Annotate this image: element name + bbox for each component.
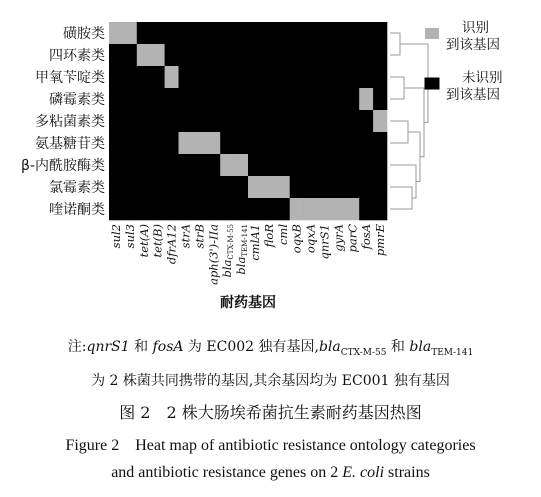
heatmap-cell xyxy=(290,22,304,44)
legend-swatch xyxy=(425,28,439,39)
column-label: tet(A) xyxy=(136,224,151,258)
note-gene-qnrs1: qnrS1 xyxy=(86,339,130,355)
heatmap-cell xyxy=(304,154,318,176)
heatmap-cell xyxy=(290,154,304,176)
heatmap-cell xyxy=(109,132,123,154)
heatmap-cell xyxy=(290,88,304,110)
heatmap-cell xyxy=(262,132,276,154)
heatmap-cell xyxy=(206,66,220,88)
legend-swatch xyxy=(425,78,439,89)
dendrogram-branch xyxy=(390,121,408,143)
dendrogram-branch xyxy=(404,88,424,157)
heatmap-cell xyxy=(262,66,276,88)
heatmap-cell xyxy=(179,88,193,110)
note-gene-bla2: bla xyxy=(409,339,432,355)
heatmap-cell xyxy=(234,22,248,44)
note-gene-bla2-sub: TEM-141 xyxy=(431,347,474,358)
heatmap-cell xyxy=(373,88,387,110)
heatmap-cell xyxy=(234,66,248,88)
heatmap-cell xyxy=(345,132,359,154)
note-and: 和 xyxy=(129,339,153,355)
heatmap-cell xyxy=(206,132,220,154)
heatmap-cell xyxy=(304,44,318,66)
row-label: 甲氧苄啶类 xyxy=(35,70,105,86)
heatmap-cell xyxy=(331,176,345,198)
heatmap-cell xyxy=(276,154,290,176)
heatmap-cell xyxy=(206,198,220,220)
en-title-pre: and antibiotic resistance genes on 2 xyxy=(111,464,343,481)
heatmap-cell xyxy=(359,132,373,154)
heatmap-cell xyxy=(290,110,304,132)
column-label: sul3 xyxy=(122,224,137,249)
column-label: pmrE xyxy=(373,224,388,257)
heatmap-cell xyxy=(165,88,179,110)
heatmap-cell xyxy=(151,132,165,154)
legend-label: 到该基因 xyxy=(446,37,500,53)
legend-label: 到该基因 xyxy=(446,87,500,103)
heatmap-cell xyxy=(262,22,276,44)
heatmap-cell xyxy=(165,198,179,220)
heatmap-cell xyxy=(179,198,193,220)
heatmap-cell xyxy=(137,154,151,176)
heatmap-cell xyxy=(123,44,137,66)
heatmap-cell xyxy=(304,198,318,220)
column-label: parC xyxy=(345,224,360,253)
legend-label: 识别 xyxy=(462,20,489,36)
heatmap-cell xyxy=(123,66,137,88)
heatmap-cell xyxy=(234,154,248,176)
heatmap-cell xyxy=(220,176,234,198)
heatmap-cell xyxy=(359,88,373,110)
heatmap-cell xyxy=(359,66,373,88)
heatmap-cell xyxy=(151,176,165,198)
heatmap-cell xyxy=(109,198,123,220)
heatmap-cell xyxy=(262,44,276,66)
heatmap-cell xyxy=(123,198,137,220)
heatmap-cell xyxy=(192,110,206,132)
heatmap-cell xyxy=(234,88,248,110)
heatmap-cell xyxy=(192,44,206,66)
heatmap-cell xyxy=(318,154,332,176)
column-label: qnrS1 xyxy=(317,224,332,260)
heatmap-cell xyxy=(192,22,206,44)
heatmap-cell xyxy=(137,22,151,44)
figure-note-line1 xyxy=(0,336,541,358)
heatmap-cell xyxy=(318,198,332,220)
note-gene-fosa: fosA xyxy=(152,339,184,355)
heatmap-cell xyxy=(290,44,304,66)
heatmap-cell xyxy=(179,22,193,44)
heatmap-cell xyxy=(304,66,318,88)
heatmap-cell xyxy=(109,154,123,176)
x-axis-label: 耐药基因 xyxy=(220,295,276,311)
heatmap-cell xyxy=(165,22,179,44)
heatmap-cell xyxy=(206,154,220,176)
column-label: cmlA1 xyxy=(247,224,262,261)
row-label: β-内酰胺酶类 xyxy=(21,158,105,174)
heatmap-cell xyxy=(248,22,262,44)
heatmap-cell xyxy=(276,22,290,44)
heatmap-cell xyxy=(373,154,387,176)
column-label: cml xyxy=(275,224,290,246)
row-label: 喹诺酮类 xyxy=(49,202,105,218)
column-label: dfrA12 xyxy=(164,224,179,265)
heatmap-cell xyxy=(318,88,332,110)
heatmap-cell xyxy=(345,110,359,132)
heatmap-cell xyxy=(318,22,332,44)
heatmap-cell xyxy=(220,110,234,132)
heatmap-cell xyxy=(373,132,387,154)
heatmap-cell xyxy=(262,154,276,176)
heatmap-cell xyxy=(318,44,332,66)
heatmap-cell xyxy=(262,110,276,132)
heatmap-cell xyxy=(359,154,373,176)
heatmap-cell xyxy=(262,198,276,220)
heatmap-cell xyxy=(276,44,290,66)
heatmap-cell xyxy=(220,44,234,66)
heatmap-cell xyxy=(109,22,123,44)
heatmap-cell xyxy=(373,176,387,198)
figure-title-cn: 图 2 2 株大肠埃希菌抗生素耐药基因热图 xyxy=(119,403,422,422)
column-label: oqxA xyxy=(303,224,318,254)
heatmap-cell xyxy=(234,176,248,198)
heatmap-cell xyxy=(318,132,332,154)
column-label: tet(B) xyxy=(150,224,165,258)
note-prefix: 注: xyxy=(67,339,87,355)
heatmap-cell xyxy=(290,132,304,154)
heatmap-cell xyxy=(192,198,206,220)
heatmap-cell xyxy=(234,44,248,66)
en-title-post: strains xyxy=(384,464,430,481)
heatmap-cell xyxy=(220,22,234,44)
heatmap-cell xyxy=(206,44,220,66)
heatmap-cell xyxy=(359,44,373,66)
heatmap-cell xyxy=(123,154,137,176)
heatmap-cell xyxy=(123,88,137,110)
heatmap-cell xyxy=(165,66,179,88)
heatmap-cell xyxy=(276,66,290,88)
heatmap-cell xyxy=(248,154,262,176)
heatmap-cell xyxy=(331,154,345,176)
heatmap-cell xyxy=(318,110,332,132)
heatmap-cell xyxy=(331,66,345,88)
heatmap-cell xyxy=(304,132,318,154)
column-label: sul2 xyxy=(108,224,123,249)
column-label: gyrA xyxy=(331,224,346,252)
heatmap-cell xyxy=(123,110,137,132)
heatmap-cell xyxy=(165,154,179,176)
heatmap-cell xyxy=(109,88,123,110)
heatmap-cell xyxy=(137,176,151,198)
column-label: strB xyxy=(192,224,207,249)
column-label: strA xyxy=(178,224,193,249)
row-label: 四环素类 xyxy=(49,48,105,64)
heatmap-cell xyxy=(206,110,220,132)
heatmap-cell xyxy=(373,22,387,44)
row-label: 氨基糖苷类 xyxy=(35,136,105,152)
column-label: floR xyxy=(261,224,276,248)
heatmap-cell xyxy=(304,22,318,44)
heatmap-cell xyxy=(359,198,373,220)
column-label: blaTEM-141 xyxy=(234,224,250,275)
heatmap-cell xyxy=(345,88,359,110)
heatmap-cell xyxy=(248,88,262,110)
dendrogram-branch xyxy=(390,33,400,55)
column-label: aph(3')-IIa xyxy=(206,224,221,285)
heatmap-cell xyxy=(220,198,234,220)
heatmap-cell xyxy=(234,132,248,154)
heatmap-cell xyxy=(137,198,151,220)
heatmap-cell xyxy=(262,176,276,198)
heatmap-cell xyxy=(276,198,290,220)
heatmap-cell xyxy=(123,132,137,154)
heatmap-cell xyxy=(345,44,359,66)
heatmap-cell xyxy=(137,88,151,110)
heatmap-cell xyxy=(192,176,206,198)
heatmap-cell xyxy=(248,198,262,220)
heatmap-cell xyxy=(276,176,290,198)
heatmap-cell xyxy=(373,110,387,132)
heatmap-cell xyxy=(179,66,193,88)
heatmap-cell xyxy=(137,132,151,154)
heatmap-cell xyxy=(373,198,387,220)
dendrogram-branch xyxy=(408,132,420,182)
heatmap-cell xyxy=(331,44,345,66)
note-gene-bla1-sub: CTX-M-55 xyxy=(340,347,387,358)
heatmap-cell xyxy=(276,88,290,110)
heatmap-cell xyxy=(359,176,373,198)
heatmap-cell xyxy=(165,176,179,198)
heatmap-cell xyxy=(345,22,359,44)
figure-note-line2: 为 2 株菌共同携带的基因,其余基因均为 EC001 独有基因 xyxy=(91,373,450,389)
heatmap-cell xyxy=(179,154,193,176)
heatmap-cell xyxy=(248,132,262,154)
heatmap-cell xyxy=(373,44,387,66)
heatmap-cell xyxy=(331,132,345,154)
note-and-2: 和 xyxy=(386,339,410,355)
heatmap-cell xyxy=(109,110,123,132)
figure-title-en-line1: Figure 2 Heat map of antibiotic resistance ontology categories xyxy=(65,437,476,454)
heatmap-cell xyxy=(220,66,234,88)
heatmap-cell xyxy=(109,66,123,88)
column-label: blaCTX-M-55 xyxy=(220,224,236,278)
heatmap-cell xyxy=(248,44,262,66)
heatmap-cell xyxy=(248,176,262,198)
heatmap-cell xyxy=(137,66,151,88)
en-title-species: E. coli xyxy=(342,464,385,481)
heatmap-cell xyxy=(262,88,276,110)
heatmap-cell xyxy=(304,88,318,110)
heatmap-cell xyxy=(345,66,359,88)
heatmap-cell xyxy=(179,132,193,154)
heatmap-cell xyxy=(234,198,248,220)
legend-label: 未识别 xyxy=(462,70,503,86)
heatmap-cell xyxy=(234,110,248,132)
heatmap-cell xyxy=(304,176,318,198)
dendrogram-branch xyxy=(390,187,412,209)
heatmap-cell xyxy=(192,66,206,88)
heatmap-cell xyxy=(151,22,165,44)
heatmap-cell xyxy=(318,176,332,198)
heatmap-cell xyxy=(206,22,220,44)
heatmap-cell xyxy=(248,110,262,132)
heatmap-cell xyxy=(123,176,137,198)
heatmap-cell xyxy=(345,176,359,198)
row-label: 磺胺类 xyxy=(63,26,105,42)
heatmap-cell xyxy=(290,66,304,88)
heatmap-cell xyxy=(304,110,318,132)
heatmap-cell xyxy=(331,88,345,110)
heatmap-cell xyxy=(192,88,206,110)
heatmap-cell xyxy=(220,154,234,176)
figure-title-en-line2 xyxy=(0,464,541,482)
heatmap-cell xyxy=(290,176,304,198)
heatmap-cell xyxy=(151,66,165,88)
heatmap-cell xyxy=(220,88,234,110)
heatmap-cell xyxy=(359,22,373,44)
heatmap-cell xyxy=(331,22,345,44)
heatmap-cell xyxy=(151,44,165,66)
heatmap-cell xyxy=(165,132,179,154)
heatmap-cell xyxy=(165,110,179,132)
heatmap-cell xyxy=(109,44,123,66)
heatmap-cell xyxy=(331,110,345,132)
heatmap-cell xyxy=(373,66,387,88)
dendrogram-branch xyxy=(390,77,404,99)
heatmap-cell xyxy=(276,110,290,132)
heatmap-cell xyxy=(345,198,359,220)
heatmap-cell xyxy=(220,132,234,154)
heatmap-cell xyxy=(179,44,193,66)
heatmap-cell xyxy=(192,132,206,154)
heatmap-cell xyxy=(137,110,151,132)
heatmap-cell xyxy=(359,110,373,132)
heatmap-cell xyxy=(151,110,165,132)
heatmap-cell xyxy=(206,176,220,198)
column-label: fosA xyxy=(359,224,374,250)
heatmap-cell xyxy=(151,198,165,220)
row-label: 磷霉素类 xyxy=(49,92,105,108)
heatmap-cell xyxy=(137,44,151,66)
heatmap-cell xyxy=(179,110,193,132)
heatmap-cell xyxy=(179,176,193,198)
heatmap-cell xyxy=(248,66,262,88)
note-mid-text: 为 EC002 独有基因, xyxy=(183,339,319,355)
heatmap-cell xyxy=(151,154,165,176)
heatmap-cell xyxy=(165,44,179,66)
note-gene-bla1: bla xyxy=(318,339,341,355)
heatmap-cell xyxy=(290,198,304,220)
row-label: 多粘菌素类 xyxy=(35,114,105,130)
heatmap-cell xyxy=(345,154,359,176)
heatmap-cell xyxy=(276,132,290,154)
heatmap-cell xyxy=(318,66,332,88)
heatmap-cell xyxy=(192,154,206,176)
heatmap-cell xyxy=(206,88,220,110)
row-label: 氯霉素类 xyxy=(49,180,105,196)
heatmap-cell xyxy=(109,176,123,198)
heatmap-cell xyxy=(331,198,345,220)
heatmap-cell xyxy=(123,22,137,44)
heatmap-cell xyxy=(151,88,165,110)
column-label: oqxB xyxy=(289,224,304,254)
